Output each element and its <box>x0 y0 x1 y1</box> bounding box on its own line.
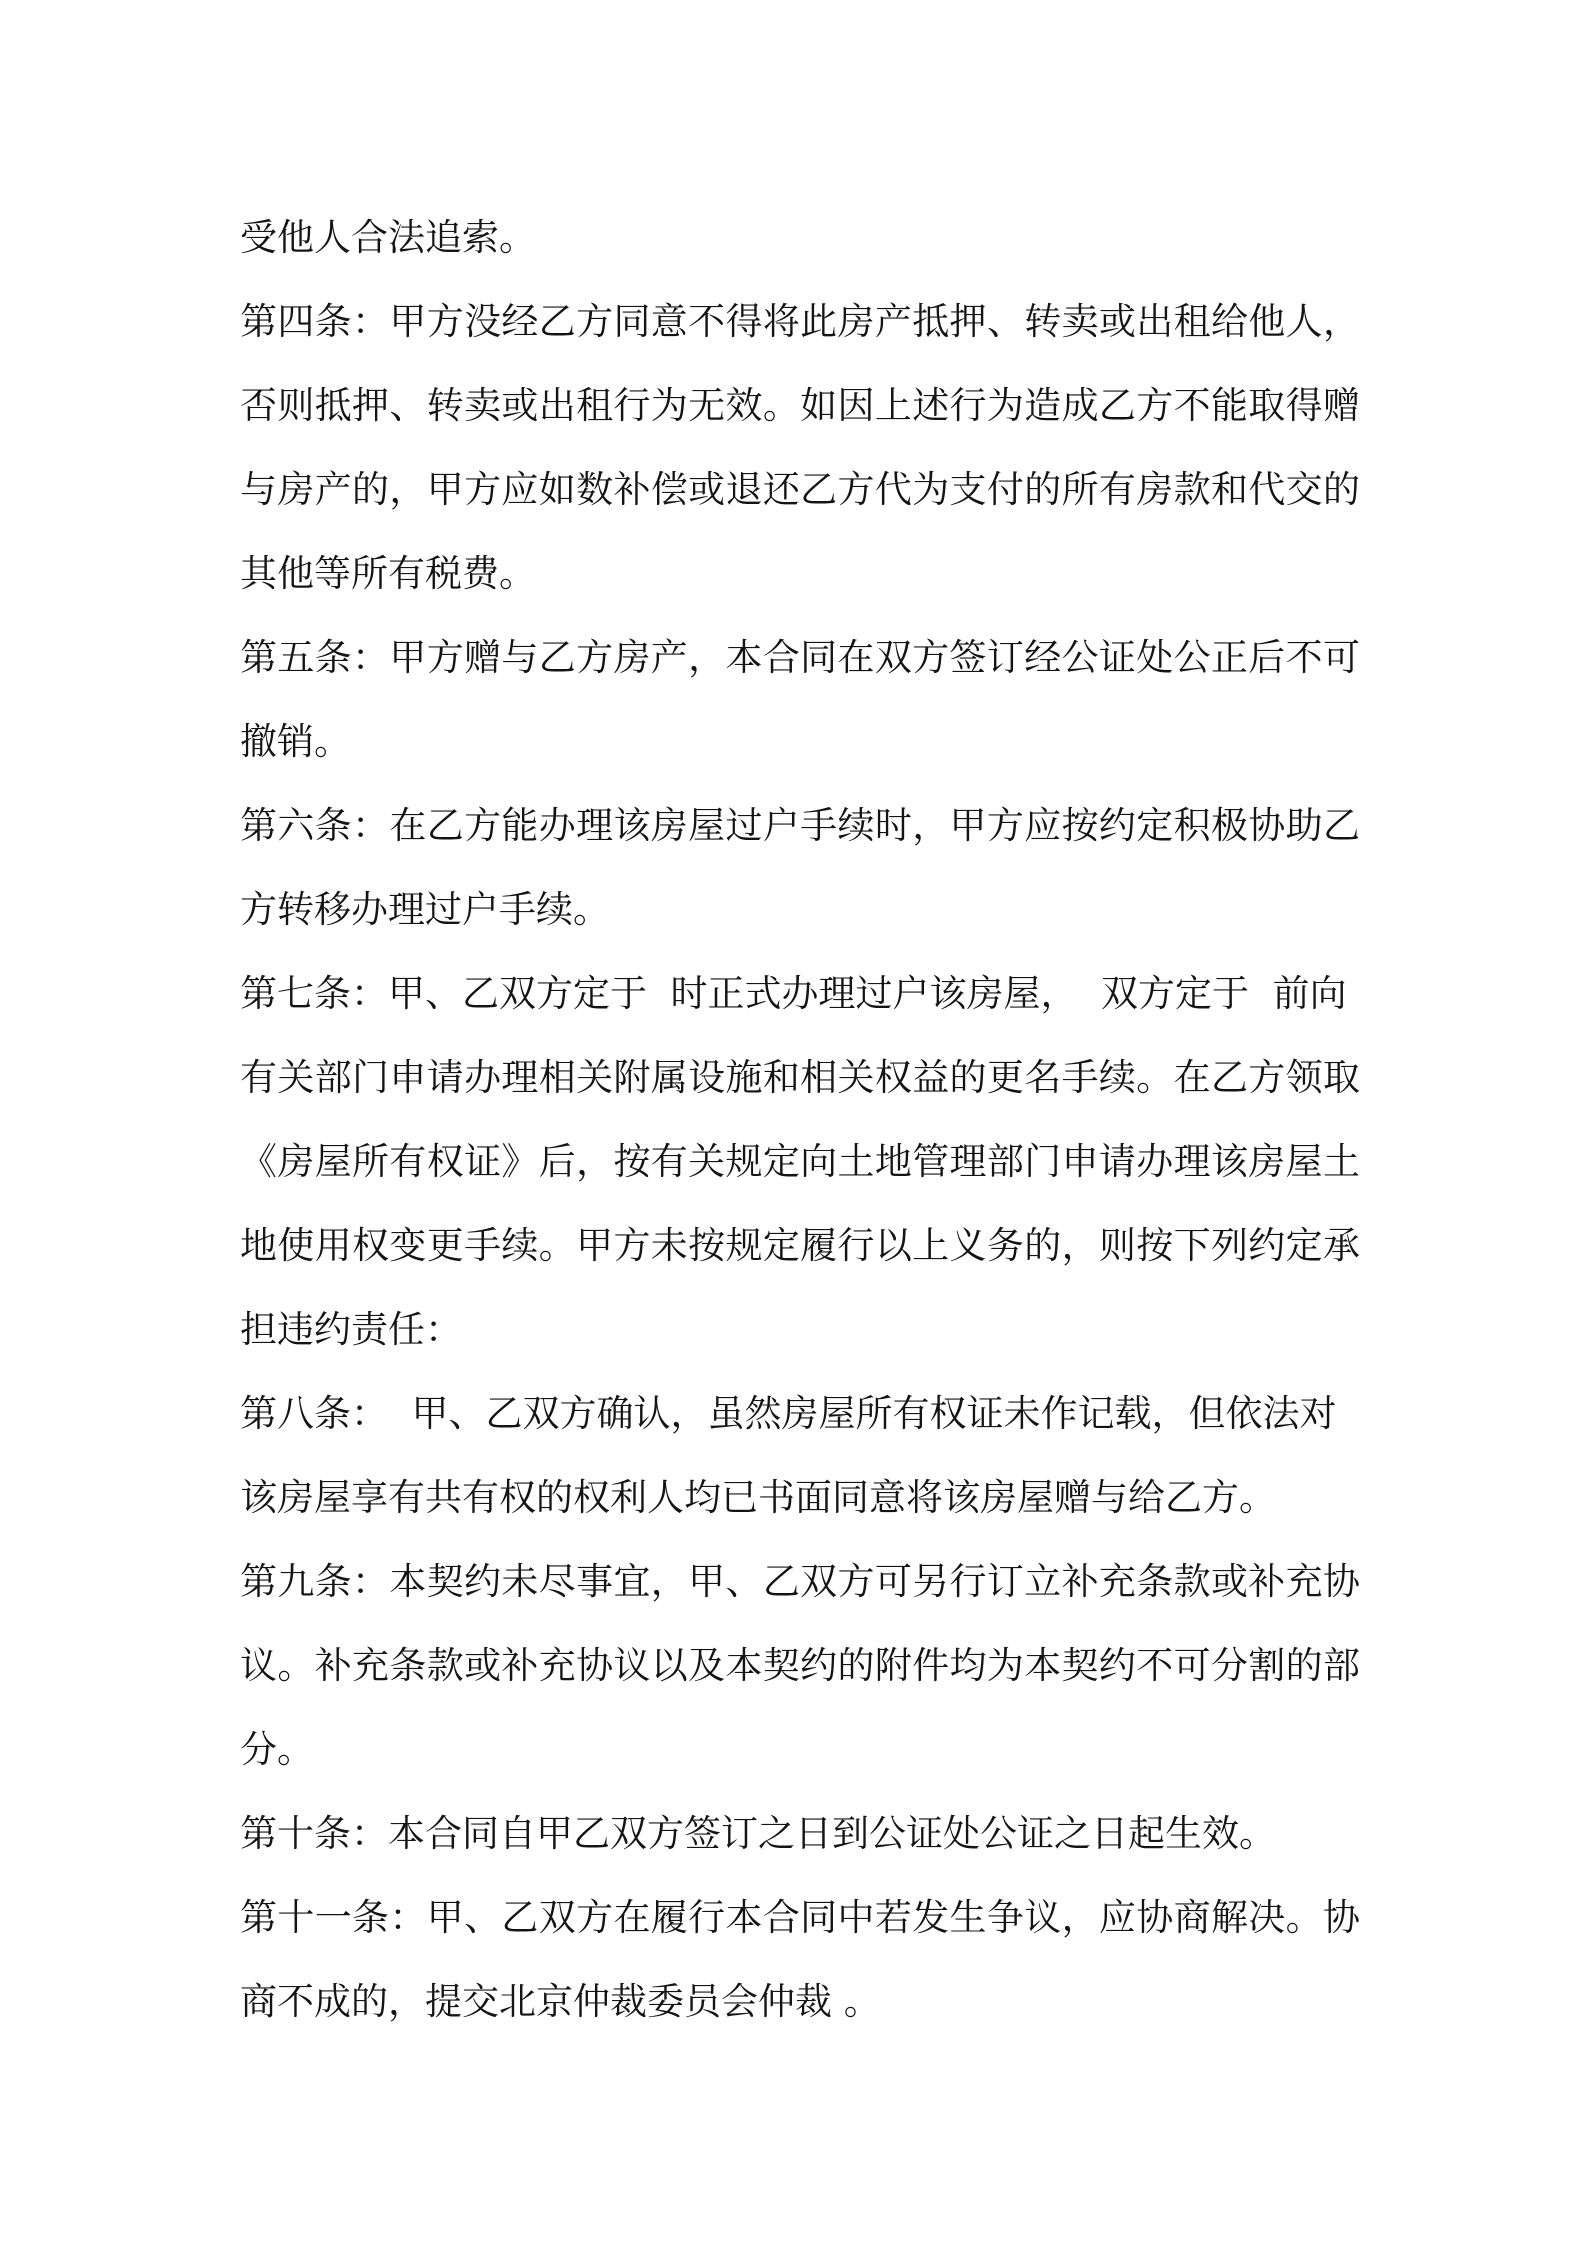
article-8-line: 第八条： 甲、乙双方确认，虽然房屋所有权证未作记载，但依法对 <box>240 1392 1337 1435</box>
text-line: 否则抵押、转卖或出租行为无效。如因上述行为造成乙方不能取得赠 <box>240 384 1360 427</box>
text-line: 方转移办理过户手续。 <box>240 888 610 931</box>
article-7-line: 第七条：甲、乙双方定于 时正式办理过户该房屋， 双方定于 前向 <box>240 972 1347 1015</box>
text-line: 担违约责任： <box>240 1308 462 1351</box>
text-line: 地使用权变更手续。甲方未按规定履行以上义务的，则按下列约定承 <box>240 1224 1360 1267</box>
text-line: 商不成的，提交北京仲裁委员会仲裁 。 <box>240 1980 881 2023</box>
article-11-line: 第十一条：甲、乙双方在履行本合同中若发生争议，应协商解决。协 <box>240 1896 1360 1939</box>
article-10-line: 第十条：本合同自甲乙双方签订之日到公证处公证之日起生效。 <box>240 1812 1276 1855</box>
article-5-line: 第五条：甲方赠与乙方房产，本合同在双方签订经公证处公正后不可 <box>240 636 1360 679</box>
text-line: 该房屋享有共有权的权利人均已书面同意将该房屋赠与给乙方。 <box>240 1476 1276 1519</box>
text-line: 有关部门申请办理相关附属设施和相关权益的更名手续。在乙方领取 <box>240 1056 1360 1099</box>
text-line: 受他人合法追索。 <box>240 216 536 259</box>
text-line: 其他等所有税费。 <box>240 552 536 595</box>
text-line: 撤销。 <box>240 720 351 763</box>
contract-body <box>240 196 1360 2044</box>
text-line: 分。 <box>240 1728 314 1771</box>
article-6-line: 第六条：在乙方能办理该房屋过户手续时，甲方应按约定积极协助乙 <box>240 804 1360 847</box>
text-line: 议。补充条款或补充协议以及本契约的附件均为本契约不可分割的部 <box>240 1644 1360 1687</box>
text-line: 《房屋所有权证》后，按有关规定向土地管理部门申请办理该房屋土 <box>240 1140 1360 1183</box>
article-4-line: 第四条：甲方没经乙方同意不得将此房产抵押、转卖或出租给他人， <box>240 300 1360 343</box>
text-line: 与房产的，甲方应如数补偿或退还乙方代为支付的所有房款和代交的 <box>240 468 1360 511</box>
article-9-line: 第九条：本契约未尽事宜，甲、乙双方可另行订立补充条款或补充协 <box>240 1560 1360 1603</box>
